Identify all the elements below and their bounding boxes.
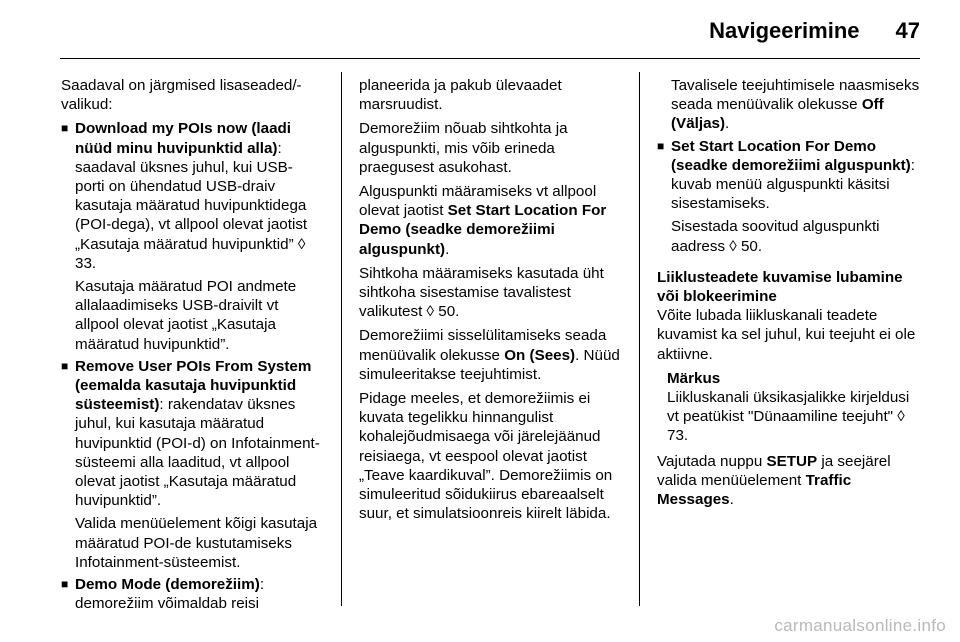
page-number: 47 (895, 18, 920, 43)
option-label: Download my POIs now (laadi nüüd minu huvipunktid alla) (75, 120, 292, 157)
note-text: Liikluskanali üksikasjalikke kirjeldusi vt peatükist "Dünaamiline teejuht" ◊ 73. (667, 389, 910, 445)
text: . (725, 115, 730, 133)
column-2 (359, 76, 624, 528)
option-subtext: Sisestada soovitud alguspunkti aadress ◊ 50. (671, 218, 880, 255)
option-text: : rakendatav üksnes juhul, kui kasutaja määratud huvipunktid (POI-d) on Infotainment-süsteemi alla laaditud, vt allpool olevat jaotist „Kasutaja määratud huvipunktid”. (75, 396, 320, 510)
option-item (61, 119, 321, 273)
option-item (61, 357, 321, 511)
column-divider (341, 72, 342, 606)
text: ja seejärel valida menüüelement (657, 452, 891, 489)
option-text: : kuvab menüü alguspunkti käsitsi sisestamiseks. (671, 156, 915, 213)
paragraph (359, 326, 624, 384)
option-item (657, 137, 923, 214)
menu-reference: On (Sees) (504, 346, 576, 364)
paragraph: Demorežiim nõuab sihtkohta ja alguspunkti, mis võib erineda praegusest asukohast. (359, 120, 568, 176)
menu-reference: Set Start Location For Demo (seadke demorežiimi alguspunkt) (359, 202, 607, 258)
text: . Nüüd simuleeritakse teejuhtimist. (359, 346, 620, 383)
text: . (445, 240, 450, 258)
option-text: : saadaval üksnes juhul, kui USB-porti on ühendatud USB-draiv kasutaja määratud huvipunktidega (POI-dega), vt allpool olevat jaotist „Kasutaja määratud huvipunktid” ◊ 33. (75, 139, 308, 272)
note-box (657, 369, 923, 446)
column-divider (639, 72, 640, 606)
option-subtext: Kasutaja määratud POI andmete allalaadimiseks USB-draivilt vt allpool olevat jaotist „Kasutaja määratud huvipunktid”. (75, 278, 297, 353)
button-reference: SETUP (766, 452, 818, 470)
menu-reference: Off (Väljas) (671, 96, 884, 133)
option-label: Set Start Location For Demo (seadke demorežiimi alguspunkt) (671, 137, 911, 174)
option-label: Remove User POIs From System (eemalda kasutaja huvipunktid süsteemist) (75, 357, 312, 414)
text: Demorežiimi sisselülitamiseks seada menüüvalik olekusse (359, 327, 607, 364)
page-title: Navigeerimine (709, 18, 860, 43)
paragraph (657, 452, 923, 510)
column-3 (657, 76, 923, 514)
watermark-text: carmanualsonline.info (774, 616, 946, 635)
page-header (709, 18, 920, 44)
text: Tavalisele teejuhtimisele naasmiseks seada menüüvalik olekusse (671, 77, 920, 114)
text: Alguspunkti määramiseks vt allpool olevat jaotist (359, 183, 597, 220)
paragraph (359, 182, 624, 259)
text: Vajutada nuppu (657, 452, 767, 470)
paragraph: Pidage meeles, et demorežiimis ei kuvata tegelikku hinnangulist kohalejõudmisaega või järelejäänud reisiaega, vt eespool olevat jaotist „Teave kaardikuval”. Demorežiimis on simuleeritud sõidukiirus ebareaalselt suur, et simulatsioonreis kiirelt läbida. (359, 390, 613, 523)
option-subtext: Valida menüüelement kõigi kasutaja määratud POI-de kustutamiseks Infotainment-süsteemist. (75, 515, 318, 571)
option-text: : demorežiim võimaldab reisi (75, 576, 265, 613)
menu-reference: Traffic Messages (657, 471, 852, 509)
paragraph: Võite lubada liikluskanali teadete kuvamist ka sel juhul, kui teejuht ei ole aktiivne. (657, 307, 916, 363)
option-subtext (657, 76, 923, 134)
option-item (61, 575, 321, 613)
intro-text: Saadaval on järgmised lisaseaded/-valikud: (61, 77, 302, 114)
paragraph: Sihtkoha määramiseks kasutada üht sihtkoha sisestamise tavalistest valikutest ◊ 50. (359, 264, 604, 321)
text: . (729, 491, 734, 509)
header-rule (60, 58, 920, 59)
column-1 (61, 76, 321, 613)
note-title: Märkus (667, 369, 721, 387)
section-heading: Liiklusteadete kuvamise lubamine või blokeerimine (657, 268, 903, 306)
paragraph: planeerida ja pakub ülevaadet marsruudist. (359, 77, 562, 114)
option-label: Demo Mode (demorežiim) (75, 576, 260, 594)
